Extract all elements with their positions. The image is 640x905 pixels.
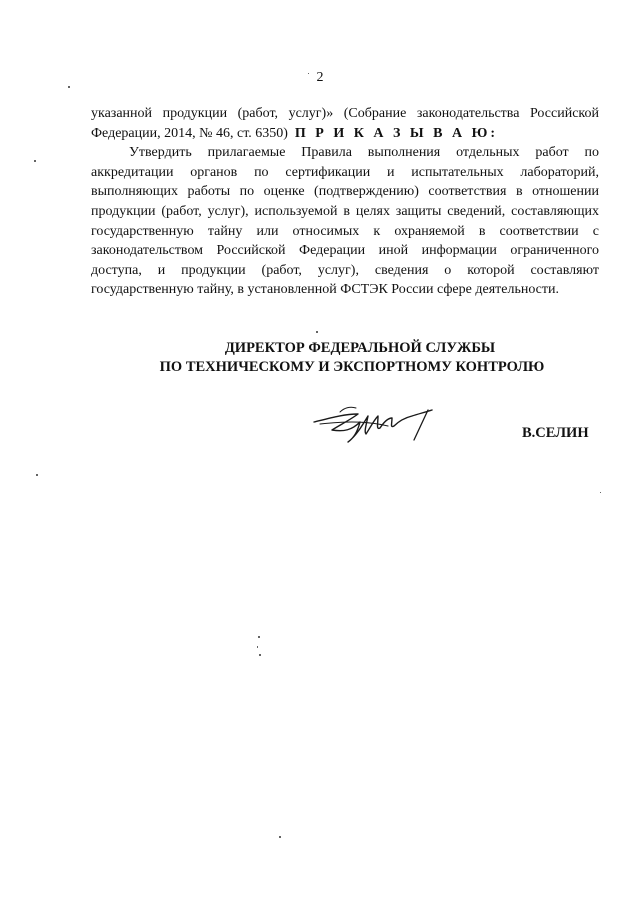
- order-word: П Р И К А З Ы В А Ю:: [294, 125, 499, 141]
- intro-paragraph: [91, 104, 599, 143]
- scan-speck: [34, 160, 36, 162]
- signatory-title: [0, 339, 640, 377]
- intro-text: указанной продукции (работ, услуг)» (Собрание законодательства Российской Федерации, 2014, № 46, ст. 6350): [91, 106, 599, 141]
- scan-speck: [308, 73, 309, 74]
- scan-speck: [279, 836, 281, 838]
- scan-speck: [316, 331, 318, 333]
- scan-speck: [258, 636, 260, 638]
- scan-speck: [36, 474, 38, 476]
- document-body: [91, 104, 599, 300]
- signatory-title-line1: ДИРЕКТОР ФЕДЕРАЛЬНОЙ СЛУЖБЫ: [224, 340, 496, 356]
- page-number: 2: [316, 70, 324, 85]
- scan-speck: [257, 646, 258, 648]
- scan-speck: [600, 492, 601, 493]
- order-paragraph: Утвердить прилагаемые Правила выполнения отдельных работ по аккредитации органов по сертификации и испытательных лабораторий, выполняющих работы по оценке (подтверждению) соответствия в отношении продукции (работ, услуг), используемой в целях защиты сведений, составляющих государственную тайну или относимых к охраняемой в соответствии с законодательством Российской Федерации иной информации ограниченного доступа, и продукции (работ, услуг), сведения о которой составляют государственную тайну, в установленной ФСТЭК России сфере деятельности.: [91, 145, 599, 298]
- scan-speck: [68, 86, 70, 88]
- handwritten-signature-icon: [310, 400, 435, 445]
- signer-name: В.СЕЛИН: [522, 425, 589, 441]
- scan-speck: [259, 654, 261, 656]
- signatory-title-line2: ПО ТЕХНИЧЕСКОМУ И ЭКСПОРТНОМУ КОНТРОЛЮ: [159, 359, 545, 375]
